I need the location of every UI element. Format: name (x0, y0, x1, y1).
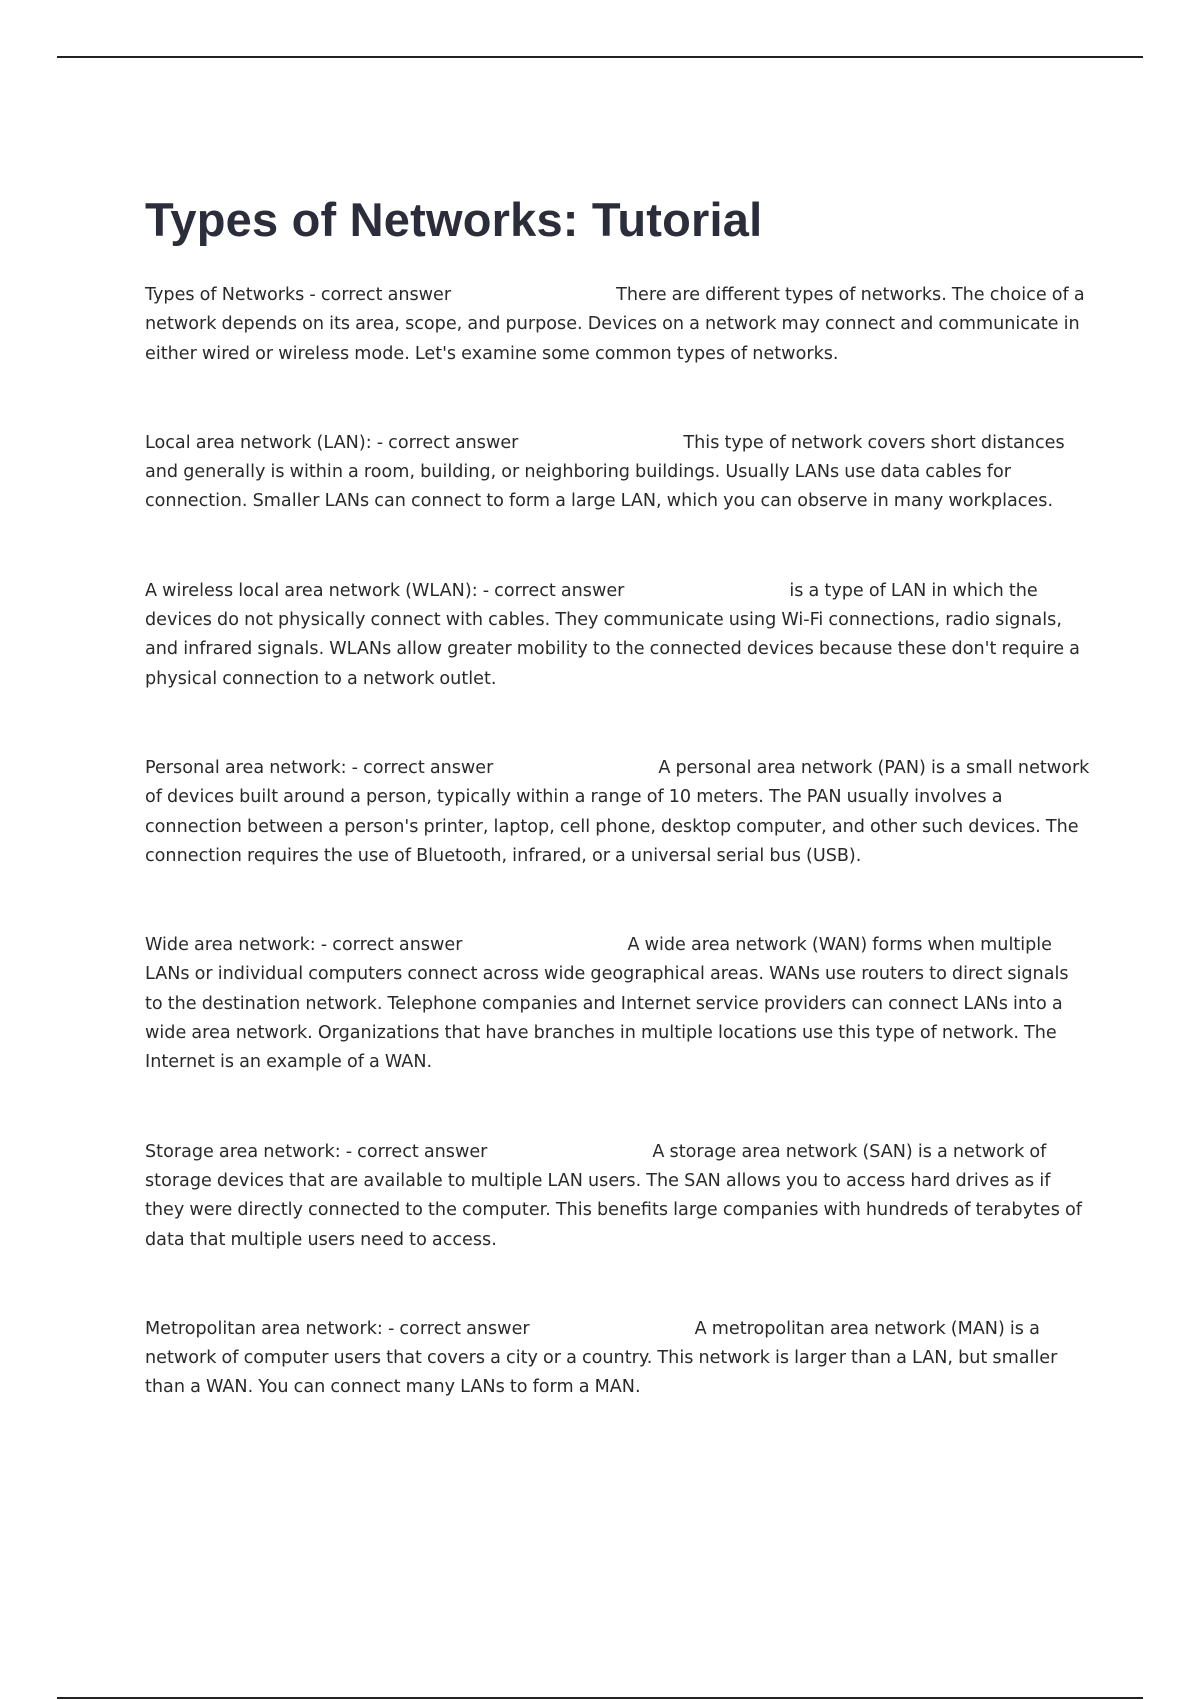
entry-man (145, 1315, 1090, 1403)
footer-rule (57, 1697, 1143, 1699)
header-rule (57, 56, 1143, 58)
entry-term: Metropolitan area network: - correct answer (145, 1318, 530, 1339)
entry-term: Local area network (LAN): - correct answer (145, 432, 519, 453)
entry-definition: A wide area network (WAN) forms when multiple LANs or individual computers connect across wide geographical areas. WANs use routers to direct signals to the destination network. Telephone companies and Internet service providers can connect LANs into a wide area network. Organizations that have branches in multiple locations use this type of network. The Internet is an example of a WAN. (145, 935, 1069, 1073)
entry-term: A wireless local area network (WLAN): - correct answer (145, 580, 625, 601)
document-body (145, 190, 1090, 1463)
entry-types-of-networks (145, 281, 1090, 369)
entry-pan (145, 754, 1090, 871)
entry-wan (145, 931, 1090, 1077)
entry-term: Types of Networks - correct answer (145, 285, 452, 305)
entry-lan (145, 429, 1090, 517)
entry-term: Wide area network: - correct answer (145, 935, 463, 956)
entry-definition: A metropolitan area network (MAN) is a network of computer users that covers a city or a country. This network is larger than a LAN, but smaller than a WAN. You can connect many LANs to form a MAN. (145, 1318, 1058, 1398)
page-title: Types of Networks: Tutorial (145, 193, 763, 246)
entry-definition: There are different types of networks. The choice of a network depends on its area, scope, and purpose. Devices on a network may connect and communicate in either wired or wireless mode. Let's examine some common types of networks. (145, 285, 1085, 364)
entry-list (145, 281, 1090, 1403)
entry-definition: This type of network covers short distances and generally is within a room, building, or neighboring buildings. Usually LANs use data cables for connection. Smaller LANs can connect to form a large LAN, which you can observe in many workplaces. (145, 432, 1065, 512)
entry-term: Personal area network: - correct answer (145, 757, 494, 778)
entry-definition: is a type of LAN in which the devices do not physically connect with cables. They communicate using Wi-Fi connections, radio signals, and infrared signals. WLANs allow greater mobility to the connected devices because these don't require a physical connection to a network outlet. (145, 580, 1080, 689)
entry-wlan (145, 577, 1090, 694)
entry-definition: A personal area network (PAN) is a small network of devices built around a person, typically within a range of 10 meters. The PAN usually involves a connection between a person's printer, laptop, cell phone, desktop computer, and other such devices. The connection requires the use of Bluetooth, infrared, or a universal serial bus (USB). (145, 757, 1090, 866)
entry-term: Storage area network: - correct answer (145, 1141, 488, 1162)
entry-san (145, 1138, 1090, 1255)
entry-definition: A storage area network (SAN) is a network of storage devices that are available to multiple LAN users. The SAN allows you to access hard drives as if they were directly connected to the computer. This benefits large companies with hundreds of terabytes of data that multiple users need to access. (145, 1141, 1082, 1250)
